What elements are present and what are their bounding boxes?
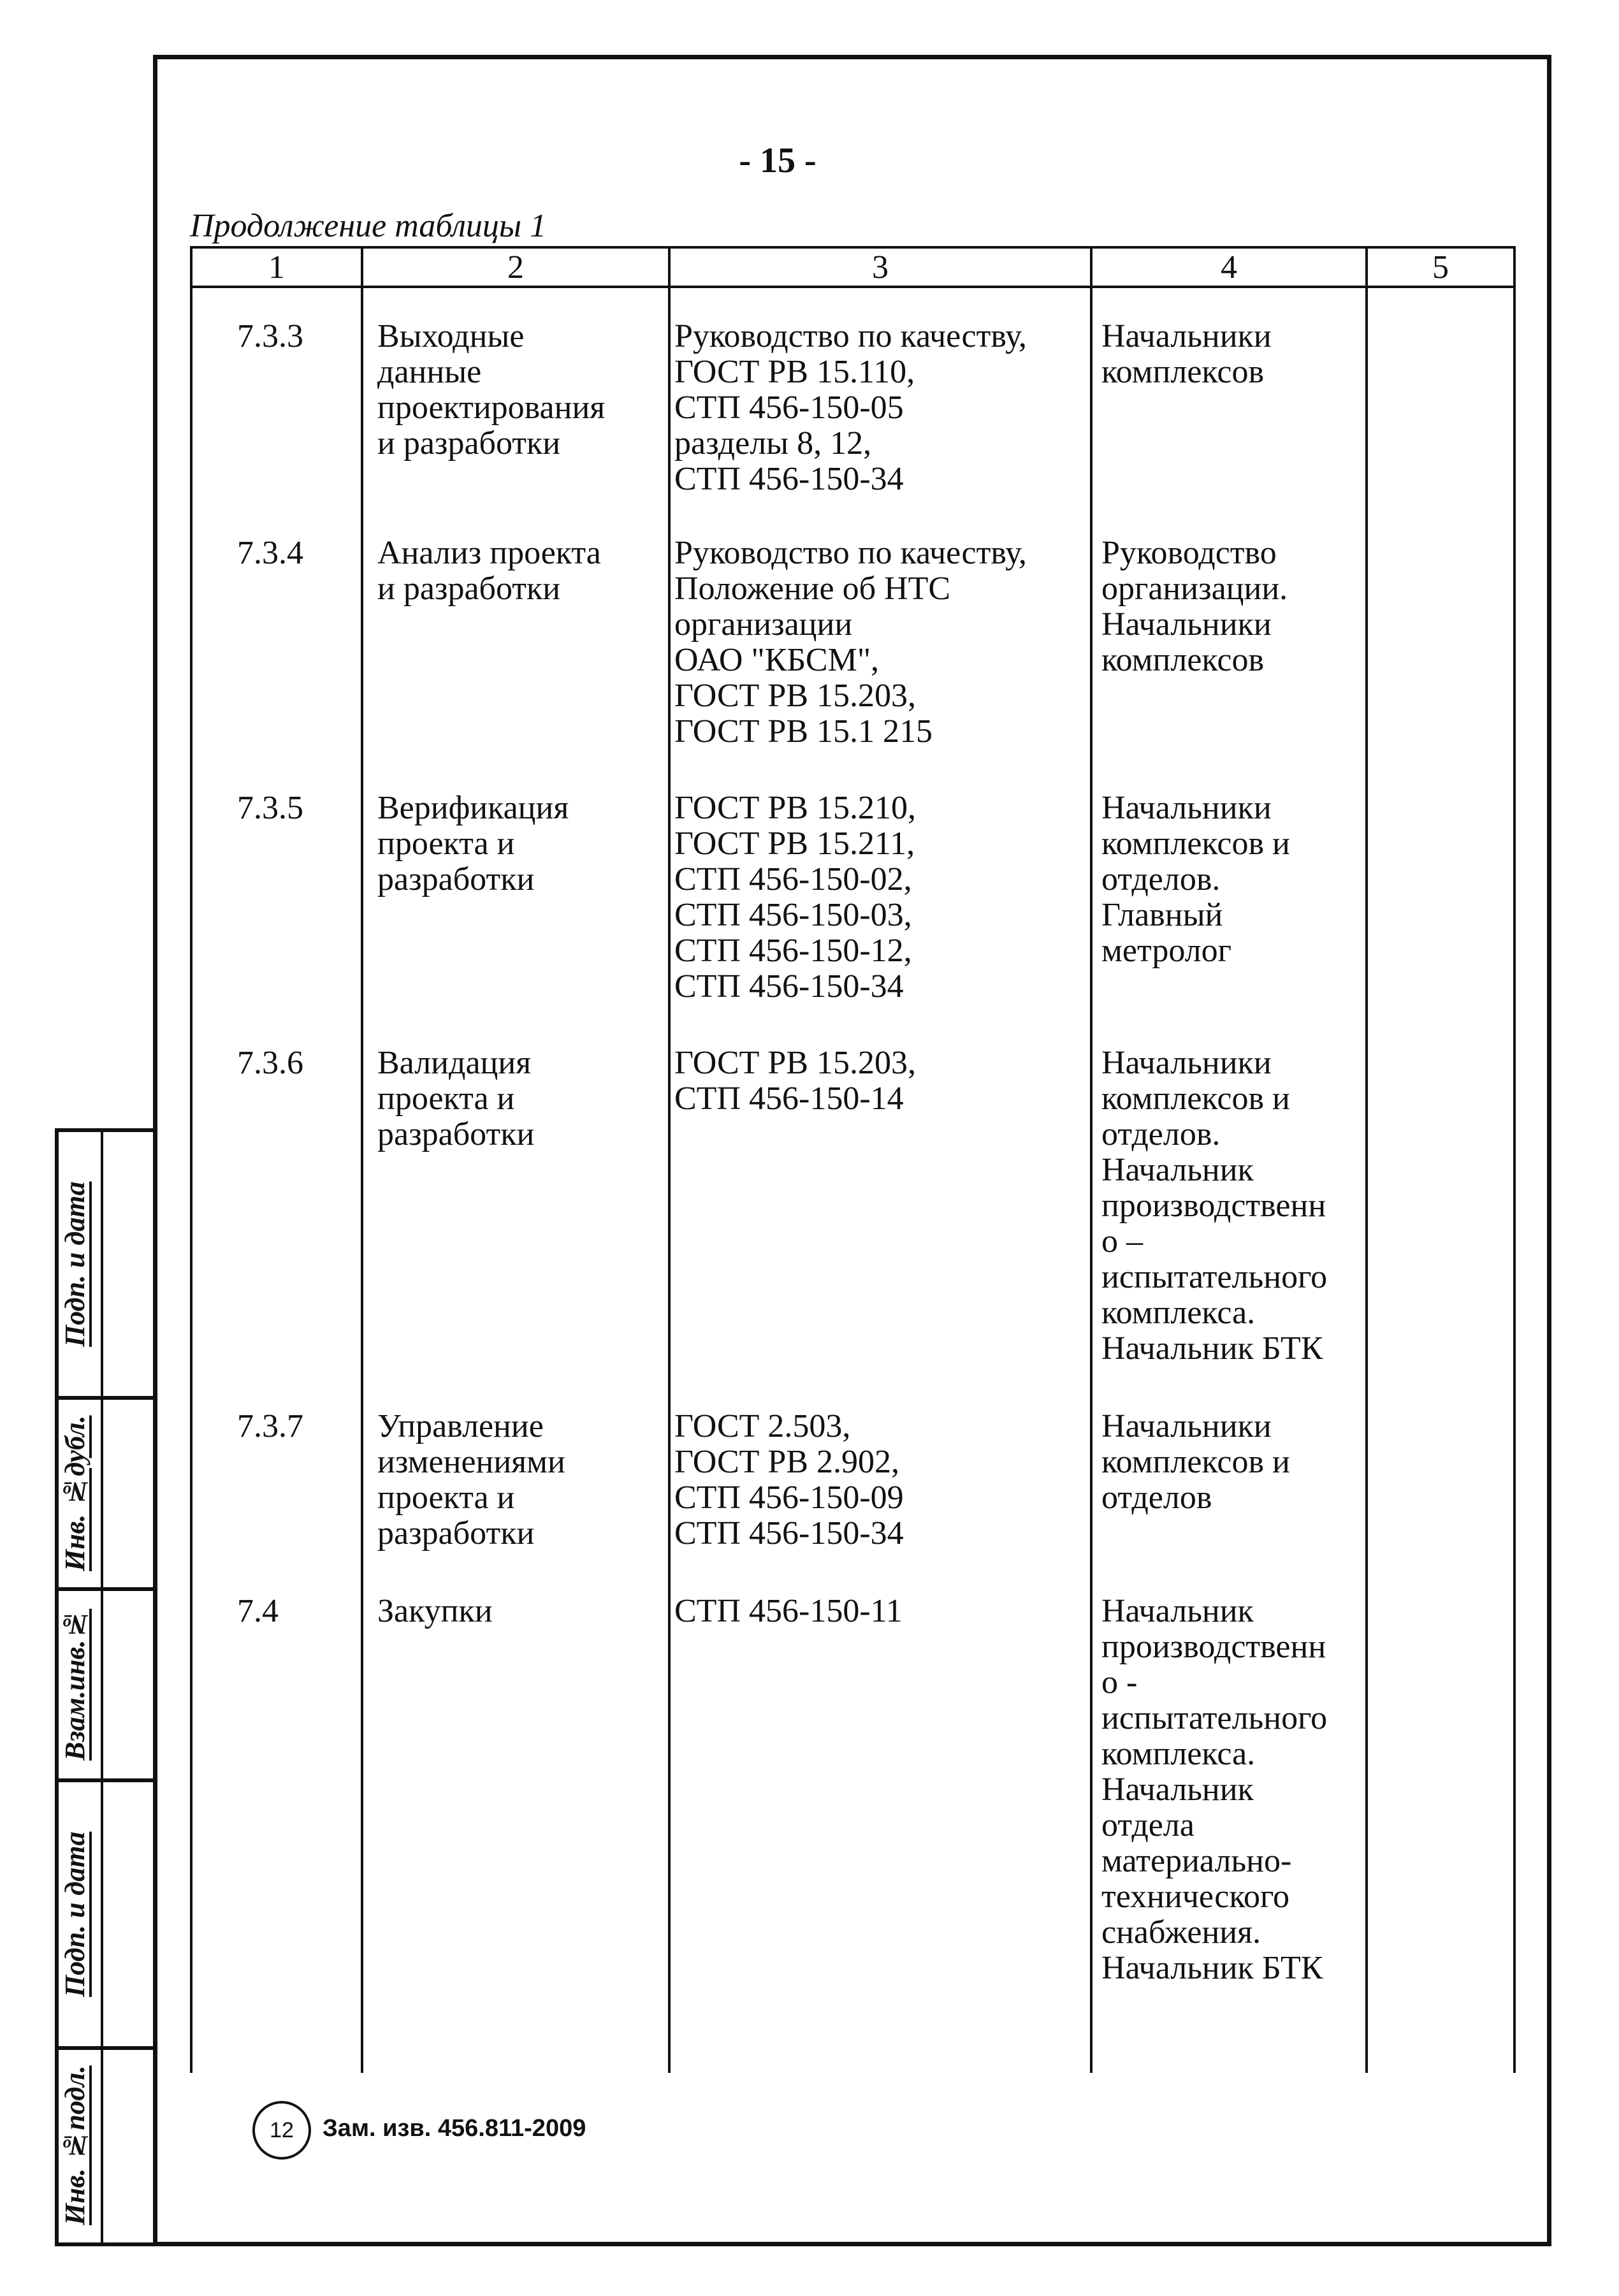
clause-number-line: 7.4 [237, 1593, 279, 1629]
process-name-line: проекта и [377, 1479, 515, 1516]
responsible-line: Начальники [1101, 1045, 1272, 1081]
documents-line: СТП 456-150-12, [674, 933, 912, 969]
column-divider [668, 246, 671, 2073]
responsible-line: Начальник [1101, 1152, 1254, 1188]
responsible-cell [1101, 319, 1369, 390]
responsible-line: производственн [1101, 1629, 1326, 1665]
documents-cell [674, 535, 1089, 750]
responsible-line: комплексов и [1101, 1080, 1290, 1117]
change-number-badge: 12 [252, 2101, 311, 2160]
documents-line: ГОСТ РВ 15.203, [674, 678, 917, 714]
documents-line: организации [674, 606, 853, 643]
process-name-line: проекта и [377, 825, 515, 862]
page-number: - 15 - [739, 141, 817, 180]
documents-cell [674, 1594, 1089, 1629]
stamp-label-duplicate-inventory: Инв. №дубл. [59, 1415, 91, 1572]
process-name-cell [377, 535, 658, 607]
documents-line: СТП 456-150-14 [674, 1080, 904, 1117]
documents-line: Руководство по качеству, [674, 535, 1027, 571]
documents-line: СТП 456-150-03, [674, 897, 912, 933]
process-name-line: изменениями [377, 1444, 565, 1480]
process-name-line: данные [377, 354, 482, 390]
stamp-label-replacement-inventory: Взам.инв.№ [59, 1608, 91, 1761]
change-notice: Зам. изв. 456.811-2009 [323, 2115, 586, 2142]
documents-line: ГОСТ РВ 15.110, [674, 354, 915, 390]
process-name-line: Управление [377, 1408, 544, 1444]
responsible-cell [1101, 1045, 1369, 1367]
documents-line: Руководство по качеству, [674, 318, 1027, 354]
clause-number-line: 7.3.6 [237, 1045, 303, 1081]
documents-line: разделы 8, 12, [674, 425, 872, 461]
responsible-line: отделов. [1101, 861, 1221, 897]
responsible-line: Начальники [1101, 318, 1272, 354]
column-header-3: 3 [872, 249, 889, 286]
responsible-cell [1101, 535, 1369, 678]
column-divider [361, 246, 363, 2073]
process-name-cell [377, 1045, 658, 1152]
responsible-line: технического [1101, 1878, 1290, 1915]
documents-line: СТП 456-150-34 [674, 461, 904, 497]
column-header-4: 4 [1221, 249, 1237, 286]
clause-number-cell [237, 319, 352, 354]
documents-line: СТП 456-150-09 [674, 1479, 904, 1516]
responsible-line: испытательного [1101, 1700, 1328, 1736]
responsible-line: Начальник БТК [1101, 1330, 1323, 1367]
column-header-5: 5 [1432, 249, 1449, 286]
clause-number-cell [237, 535, 352, 571]
responsible-line: отделов [1101, 1479, 1212, 1516]
documents-line: СТП 456-150-34 [674, 1515, 904, 1551]
documents-line: ГОСТ 2.503, [674, 1408, 851, 1444]
process-name-line: Закупки [377, 1593, 493, 1629]
clause-number-line: 7.3.7 [237, 1408, 303, 1444]
clause-number-cell [237, 1409, 352, 1444]
responsible-line: Начальники [1101, 790, 1272, 826]
process-name-line: разработки [377, 861, 535, 897]
documents-line: ГОСТ РВ 15.210, [674, 790, 917, 826]
process-name-cell [377, 1409, 658, 1551]
process-name-line: разработки [377, 1515, 535, 1551]
documents-line: СТП 456-150-11 [674, 1593, 903, 1629]
responsible-line: Начальник [1101, 1593, 1254, 1629]
process-name-line: и разработки [377, 425, 561, 461]
documents-line: ГОСТ РВ 15.211, [674, 825, 915, 862]
documents-line: ОАО "КБСМ", [674, 642, 880, 678]
responsible-line: о – [1101, 1223, 1143, 1260]
responsible-line: комплексов и [1101, 1444, 1290, 1480]
clause-number-line: 7.3.5 [237, 790, 303, 826]
responsible-cell [1101, 1409, 1369, 1516]
responsible-line: снабжения. [1101, 1914, 1261, 1951]
responsible-line: метролог [1101, 933, 1231, 969]
documents-cell [674, 319, 1089, 497]
responsible-line: производственн [1101, 1188, 1326, 1224]
clause-number-line: 7.3.4 [237, 535, 303, 571]
responsible-line: Начальник [1101, 1771, 1254, 1808]
responsible-line: Начальник БТК [1101, 1950, 1323, 1986]
process-name-line: проектирования [377, 389, 606, 426]
documents-line: ГОСТ РВ 15.203, [674, 1045, 917, 1081]
process-name-line: Верификация [377, 790, 569, 826]
responsible-line: о - [1101, 1664, 1138, 1701]
responsible-line: Главный [1101, 897, 1223, 933]
documents-line: СТП 456-150-34 [674, 968, 904, 1005]
documents-cell [674, 1045, 1089, 1117]
column-header-1: 1 [268, 249, 285, 286]
responsible-line: комплекса. [1101, 1295, 1256, 1331]
stamp-label-original-inventory: Инв. №подл. [59, 2065, 91, 2226]
column-header-2: 2 [507, 249, 524, 286]
responsible-line: отделов. [1101, 1116, 1221, 1152]
table-caption: Продолжение таблицы 1 [190, 208, 547, 244]
process-name-cell [377, 790, 658, 897]
process-name-line: проекта и [377, 1080, 515, 1117]
process-name-line: разработки [377, 1116, 535, 1152]
documents-cell [674, 790, 1089, 1005]
responsible-line: комплексов и [1101, 825, 1290, 862]
responsible-line: Руководство [1101, 535, 1277, 571]
responsible-line: комплекса. [1101, 1736, 1256, 1772]
documents-cell [674, 1409, 1089, 1551]
column-divider [1090, 246, 1093, 2073]
process-name-line: Валидация [377, 1045, 532, 1081]
clause-number-line: 7.3.3 [237, 318, 303, 354]
clause-number-cell [237, 1045, 352, 1081]
side-stamp-divider [101, 1128, 103, 2246]
responsible-line: отдела [1101, 1807, 1194, 1843]
documents-line: СТП 456-150-05 [674, 389, 904, 426]
process-name-line: и разработки [377, 570, 561, 607]
process-name-cell [377, 1594, 658, 1629]
responsible-line: Начальники [1101, 1408, 1272, 1444]
responsible-line: комплексов [1101, 354, 1264, 390]
responsible-cell [1101, 1594, 1369, 1986]
process-name-cell [377, 319, 658, 461]
stamp-label-signature-date-original: Подп. и дата [59, 1831, 91, 1997]
responsible-cell [1101, 790, 1369, 969]
process-name-line: Выходные [377, 318, 525, 354]
responsible-line: организации. [1101, 570, 1288, 607]
responsible-line: материально- [1101, 1843, 1292, 1879]
stamp-label-signature-date: Подп. и дата [59, 1181, 91, 1347]
documents-line: ГОСТ РВ 2.902, [674, 1444, 900, 1480]
clause-number-cell [237, 790, 352, 826]
responsible-line: испытательного [1101, 1259, 1328, 1295]
responsible-line: комплексов [1101, 642, 1264, 678]
documents-line: СТП 456-150-02, [674, 861, 912, 897]
process-name-line: Анализ проекта [377, 535, 601, 571]
header-divider [190, 286, 1516, 288]
clause-number-cell [237, 1594, 352, 1629]
documents-line: Положение об НТС [674, 570, 951, 607]
responsible-line: Начальники [1101, 606, 1272, 643]
documents-line: ГОСТ РВ 15.1 215 [674, 713, 933, 750]
